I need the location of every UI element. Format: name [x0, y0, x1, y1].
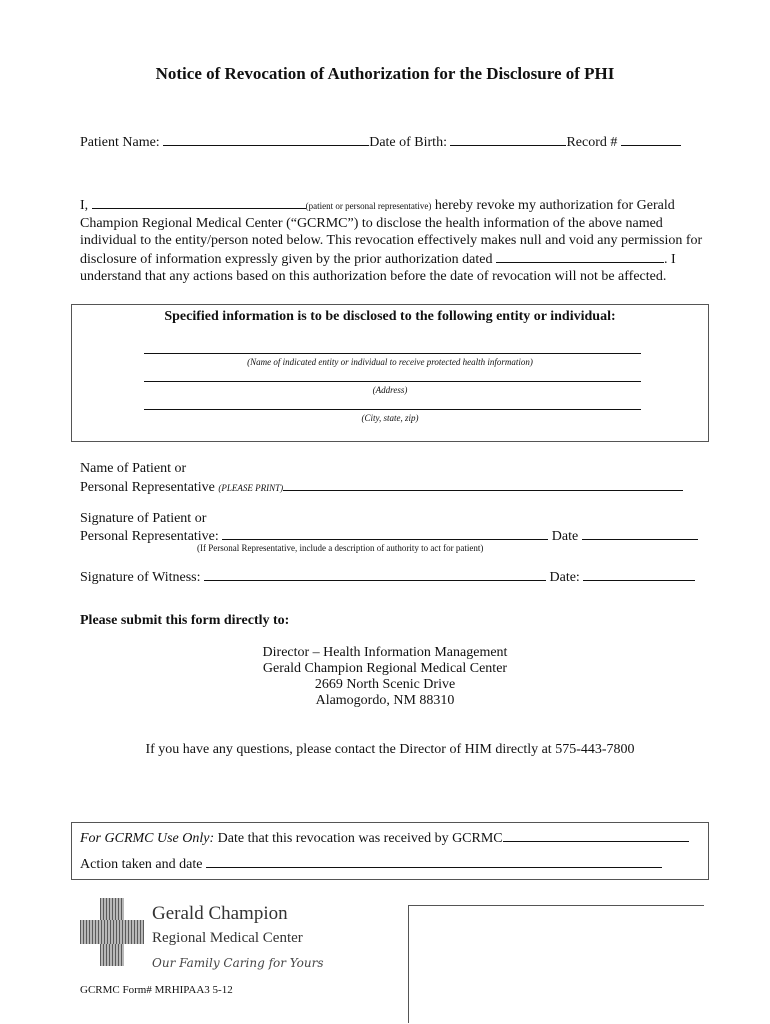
- action-taken-field[interactable]: [206, 854, 662, 868]
- form-number: GCRMC Form# MRHIPAA3 5-12: [80, 984, 233, 996]
- revoker-name-field[interactable]: [92, 195, 306, 209]
- city-caption: (City, state, zip): [361, 413, 419, 423]
- signature-patient-label-1: Signature of Patient or: [80, 511, 207, 526]
- patient-name-field[interactable]: [163, 132, 369, 146]
- logo-name-line-1: Gerald Champion: [152, 903, 288, 924]
- entity-address-field[interactable]: [144, 381, 641, 382]
- revocation-line-1: I, (patient or personal representative) hereby revoke my authorization for Gerald: [80, 195, 700, 215]
- received-line: For GCRMC Use Only: Date that this revocation was received by GCRMC: [80, 828, 689, 847]
- witness-date-field[interactable]: [583, 567, 695, 581]
- cross-icon-bar: [80, 920, 144, 944]
- patient-info-line: [80, 132, 681, 151]
- stamp-box[interactable]: [408, 905, 704, 1023]
- printed-name-field[interactable]: [283, 477, 683, 491]
- address-line-4: Alamogordo, NM 88310: [315, 693, 455, 708]
- address-line-3: 2669 North Scenic Drive: [314, 677, 456, 692]
- logo-tagline: Our Family Caring for Yours: [152, 956, 324, 970]
- contact-note: If you have any questions, please contact the Director of HIM directly at 575-443-7800: [145, 742, 635, 757]
- address-line-2: Gerald Champion Regional Medical Center: [262, 661, 508, 676]
- form-title: Notice of Revocation of Authorization for the Disclosure of PHI: [155, 64, 615, 83]
- gcrmc-use-only-box: [71, 822, 709, 880]
- entity-name-field[interactable]: [144, 353, 641, 354]
- patient-signature-field[interactable]: [222, 526, 548, 540]
- use-only-label: For GCRMC Use Only:: [80, 831, 215, 846]
- address-caption: (Address): [372, 385, 408, 395]
- disclosure-box: [71, 304, 709, 442]
- record-label: Record #: [566, 135, 621, 150]
- name-print-label-1: Name of Patient or: [80, 461, 187, 476]
- record-field[interactable]: [621, 132, 681, 146]
- received-date-field[interactable]: [503, 828, 689, 842]
- name-print-line: Personal Representative (PLEASE PRINT): [80, 477, 683, 497]
- disclosure-heading: Specified information is to be disclosed to the following entity or individual:: [164, 309, 616, 324]
- submit-heading: Please submit this form directly to:: [80, 613, 290, 628]
- address-line-1: Director – Health Information Management: [262, 645, 508, 660]
- entity-city-field[interactable]: [144, 409, 641, 410]
- signature-patient-line: Personal Representative: Date: [80, 526, 698, 545]
- action-line: Action taken and date: [80, 854, 662, 873]
- revocation-line-3: individual to the entity/person noted below. This revocation effectively makes null and void any permission for: [80, 233, 703, 248]
- revocation-line-5: understand that any actions based on this authorization before the date of revocation will not be affected.: [80, 269, 667, 284]
- dob-label: Date of Birth:: [369, 135, 451, 150]
- authority-note: (If Personal Representative, include a description of authority to act for patient): [197, 543, 484, 553]
- witness-line: Signature of Witness: Date:: [80, 567, 695, 586]
- entity-name-caption: (Name of indicated entity or individual to receive protected health information): [247, 357, 533, 367]
- prior-authorization-date-field[interactable]: [496, 249, 664, 263]
- revocation-line-4: disclosure of information expressly given by the prior authorization dated . I: [80, 249, 700, 268]
- please-print-note: (PLEASE PRINT): [218, 483, 284, 493]
- hospital-logo: [80, 898, 380, 978]
- revocation-paragraph: [80, 195, 703, 285]
- revoker-note: (patient or personal representative): [305, 201, 432, 211]
- patient-name-label: Patient Name:: [80, 135, 164, 150]
- patient-signature-date-field[interactable]: [582, 526, 698, 540]
- logo-name-line-2: Regional Medical Center: [152, 930, 303, 946]
- revocation-line-2: Champion Regional Medical Center (“GCRMC”) to disclose the health information of the above named: [80, 216, 663, 231]
- dob-field[interactable]: [450, 132, 566, 146]
- witness-signature-field[interactable]: [204, 567, 546, 581]
- mailing-address: [0, 645, 770, 709]
